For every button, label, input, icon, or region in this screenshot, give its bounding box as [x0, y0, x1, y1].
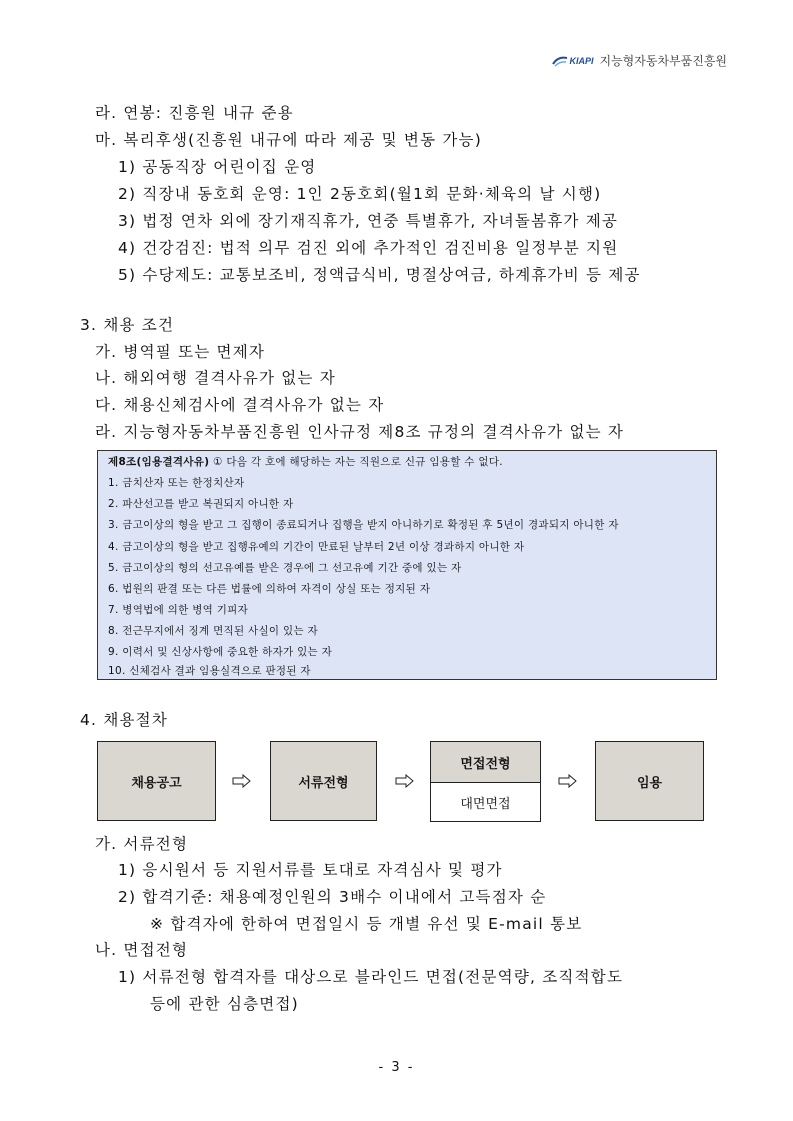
flow-step-interview-label: 면접전형 — [431, 742, 540, 783]
org-name: 지능형자동차부품진흥원 — [599, 54, 727, 68]
regulation-item: 5. 금고이상의 형의 선고유예를 받은 경우에 그 선고유예 기간 중에 있는 자 — [108, 562, 462, 574]
regulation-item: 4. 금고이상의 형을 받고 집행유예의 기간이 만료된 날부터 2년 이상 경과하지 아니한 자 — [108, 541, 525, 553]
regulation-box — [97, 450, 717, 680]
condition-a: 가. 병역필 또는 면제자 — [95, 343, 266, 361]
regulation-header — [108, 454, 503, 469]
regulation-item: 6. 법원의 판결 또는 다른 법률에 의하여 자격이 상실 또는 정지된 자 — [108, 583, 431, 595]
document-screening-item-1: 1) 응시원서 등 지원서류를 토대로 자격심사 및 평가 — [118, 861, 503, 879]
flow-step-document-screening: 서류전형 — [270, 741, 377, 821]
regulation-item: 1. 금치산자 또는 한정치산자 — [108, 477, 245, 489]
flow-step-interview-type: 대면면접 — [460, 797, 511, 812]
interview-item-1: 1) 서류전형 합격자를 대상으로 블라인드 면접(전문역량, 조직적합도 — [118, 968, 624, 986]
regulation-item: 7. 병역법에 의한 병역 기피자 — [108, 604, 249, 616]
regulation-item: 8. 전근무지에서 징계 면직된 사실이 있는 자 — [108, 625, 318, 637]
section-3-heading: 3. 채용 조건 — [80, 316, 175, 334]
regulation-intro: ① 다음 각 호에 해당하는 자는 직원으로 신규 임용할 수 없다. — [209, 456, 503, 468]
page-number: - 3 - — [378, 1060, 415, 1075]
regulation-item: 2. 파산선고를 받고 복권되지 아니한 자 — [108, 498, 294, 510]
flow-step-appointment: 임용 — [595, 741, 704, 821]
section-4-heading: 4. 채용절차 — [80, 711, 169, 729]
interview-item-1-cont: 등에 관한 심층면접) — [150, 995, 299, 1013]
regulation-item: 3. 금고이상의 형을 받고 그 집행이 종료되거나 집행을 받지 아니하기로 확정된 후 5년이 경과되지 아니한 자 — [108, 519, 619, 531]
condition-c: 다. 채용신체검사에 결격사유가 없는 자 — [95, 396, 385, 414]
welfare-item-1: 1) 공동직장 어린이집 운영 — [118, 158, 317, 176]
logo-text: KIAPI — [569, 55, 594, 66]
flow-step-announcement: 채용공고 — [97, 741, 216, 821]
header-logo — [552, 52, 727, 69]
arrow-right-icon — [232, 774, 252, 788]
welfare-item-5: 5) 수당제도: 교통보조비, 정액급식비, 명절상여금, 하계휴가비 등 제공 — [118, 266, 641, 284]
welfare-heading: 마. 복리후생(진흥원 내규에 따라 제공 및 변동 가능) — [95, 131, 482, 149]
condition-b: 나. 해외여행 결격사유가 없는 자 — [95, 369, 336, 387]
document-screening-note: ※ 합격자에 한하여 면접일시 등 개별 유선 및 E-mail 통보 — [150, 915, 583, 933]
regulation-item: 9. 이력서 및 신상사항에 중요한 하자가 있는 자 — [108, 646, 333, 658]
salary-line: 라. 연봉: 진흥원 내규 준용 — [95, 104, 294, 122]
kiapi-logo-icon — [552, 55, 593, 67]
document-screening-item-2: 2) 합격기준: 채용예정인원의 3배수 이내에서 고득점자 순 — [118, 888, 547, 906]
arrow-right-icon — [395, 774, 415, 788]
document-screening-heading: 가. 서류전형 — [95, 835, 189, 853]
flow-step-interview — [430, 741, 541, 822]
arrow-right-icon — [558, 774, 578, 788]
interview-heading: 나. 면접전형 — [95, 941, 189, 959]
welfare-item-3: 3) 법정 연차 외에 장기재직휴가, 연중 특별휴가, 자녀돌봄휴가 제공 — [118, 212, 619, 230]
regulation-title: 제8조(임용결격사유) — [108, 456, 210, 468]
welfare-item-2: 2) 직장내 동호회 운영: 1인 2동호회(월1회 문화·체육의 날 시행) — [118, 185, 602, 203]
regulation-item: 10. 신체검사 결과 임용실격으로 판정된 자 — [108, 665, 311, 677]
welfare-item-4: 4) 건강검진: 법적 의무 검진 외에 추가적인 검진비용 일정부분 지원 — [118, 239, 619, 257]
condition-d: 라. 지능형자동차부품진흥원 인사규정 제8조 규정의 결격사유가 없는 자 — [95, 423, 625, 441]
